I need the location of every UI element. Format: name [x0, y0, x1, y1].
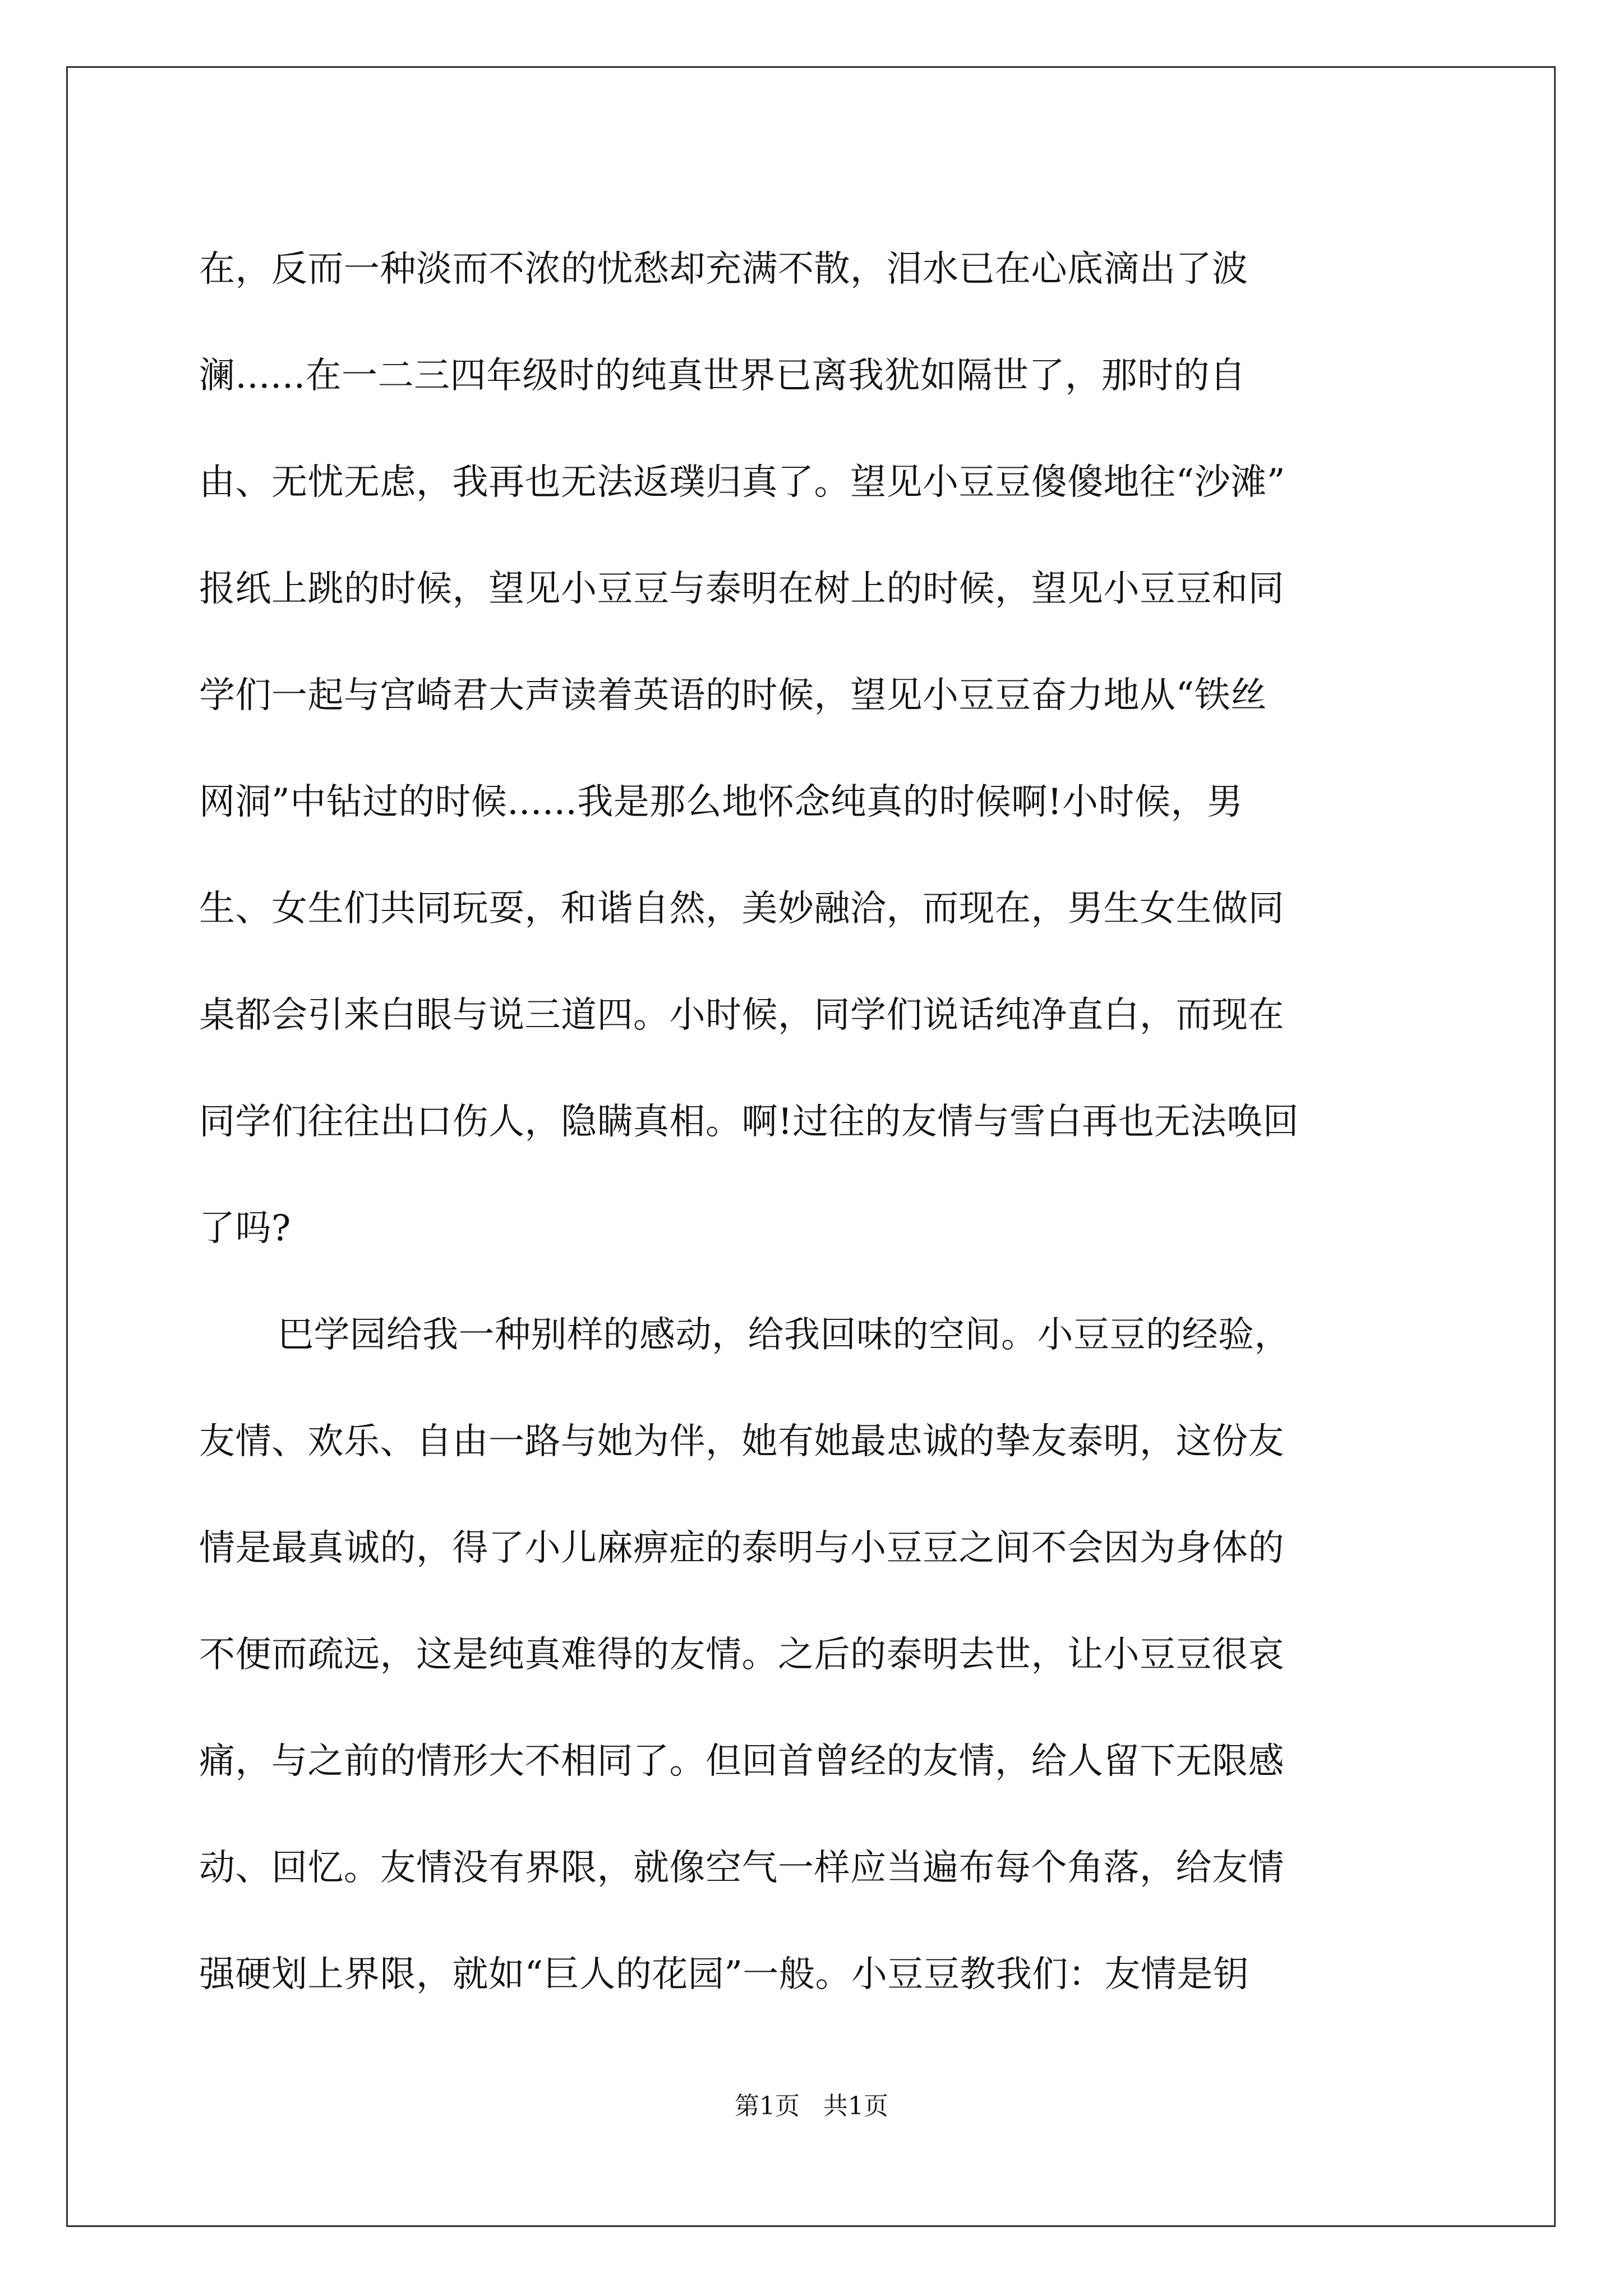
text-line: 学们一起与宫崎君大声读着英语的时候，望见小豆豆奋力地从“铁丝: [199, 675, 1267, 716]
text-line: 由、无忧无虑，我再也无法返璞归真了。望见小豆豆傻傻地往“沙滩”: [199, 462, 1285, 503]
text-line: 澜......在一二三四年级时的纯真世界已离我犹如隔世了，那时的自: [199, 355, 1246, 397]
text-line: 报纸上跳的时候，望见小豆豆与泰明在树上的时候，望见小豆豆和同: [199, 568, 1284, 610]
text-line: 生、女生们共同玩耍，和谐自然，美妙融洽，而现在，男生女生做同: [199, 888, 1284, 930]
paragraph-first-line: 巴学园给我一种别样的感动，给我回味的空间。小豆豆的经验，: [278, 1314, 1290, 1356]
page-footer: 第1页 共1页: [735, 2092, 888, 2120]
text-line: 不便而疏远，这是纯真难得的友情。之后的泰明去世，让小豆豆很哀: [199, 1634, 1284, 1676]
text-line: 同学们往往出口伤人，隐瞒真相。啊!过往的友情与雪白再也无法唤回: [199, 1101, 1299, 1143]
text-line: 情是最真诚的，得了小儿麻痹症的泰明与小豆豆之间不会因为身体的: [199, 1527, 1284, 1569]
text-line: 在，反而一种淡而不浓的忧愁却充满不散，泪水已在心底滴出了波: [199, 249, 1248, 290]
text-line: 动、回忆。友情没有界限，就像空气一样应当遍布每个角落，给友情: [199, 1847, 1284, 1889]
text-line: 桌都会引来白眼与说三道四。小时候，同学们说话纯净直白，而现在: [199, 995, 1284, 1036]
text-line: 了吗?: [199, 1208, 291, 1249]
text-line: 强硬划上界限，就如“巨人的花园”一般。小豆豆教我们：友情是钥: [199, 1954, 1249, 1995]
text-line: 痛，与之前的情形大不相同了。但回首曾经的友情，给人留下无限感: [199, 1741, 1284, 1782]
text-line: 友情、欢乐、自由一路与她为伴，她有她最忠诚的挚友泰明，这份友: [199, 1421, 1284, 1462]
document-body: [199, 216, 1427, 2028]
text-line: 网洞”中钻过的时候......我是那么地怀念纯真的时候啊!小时候，男: [199, 781, 1243, 823]
